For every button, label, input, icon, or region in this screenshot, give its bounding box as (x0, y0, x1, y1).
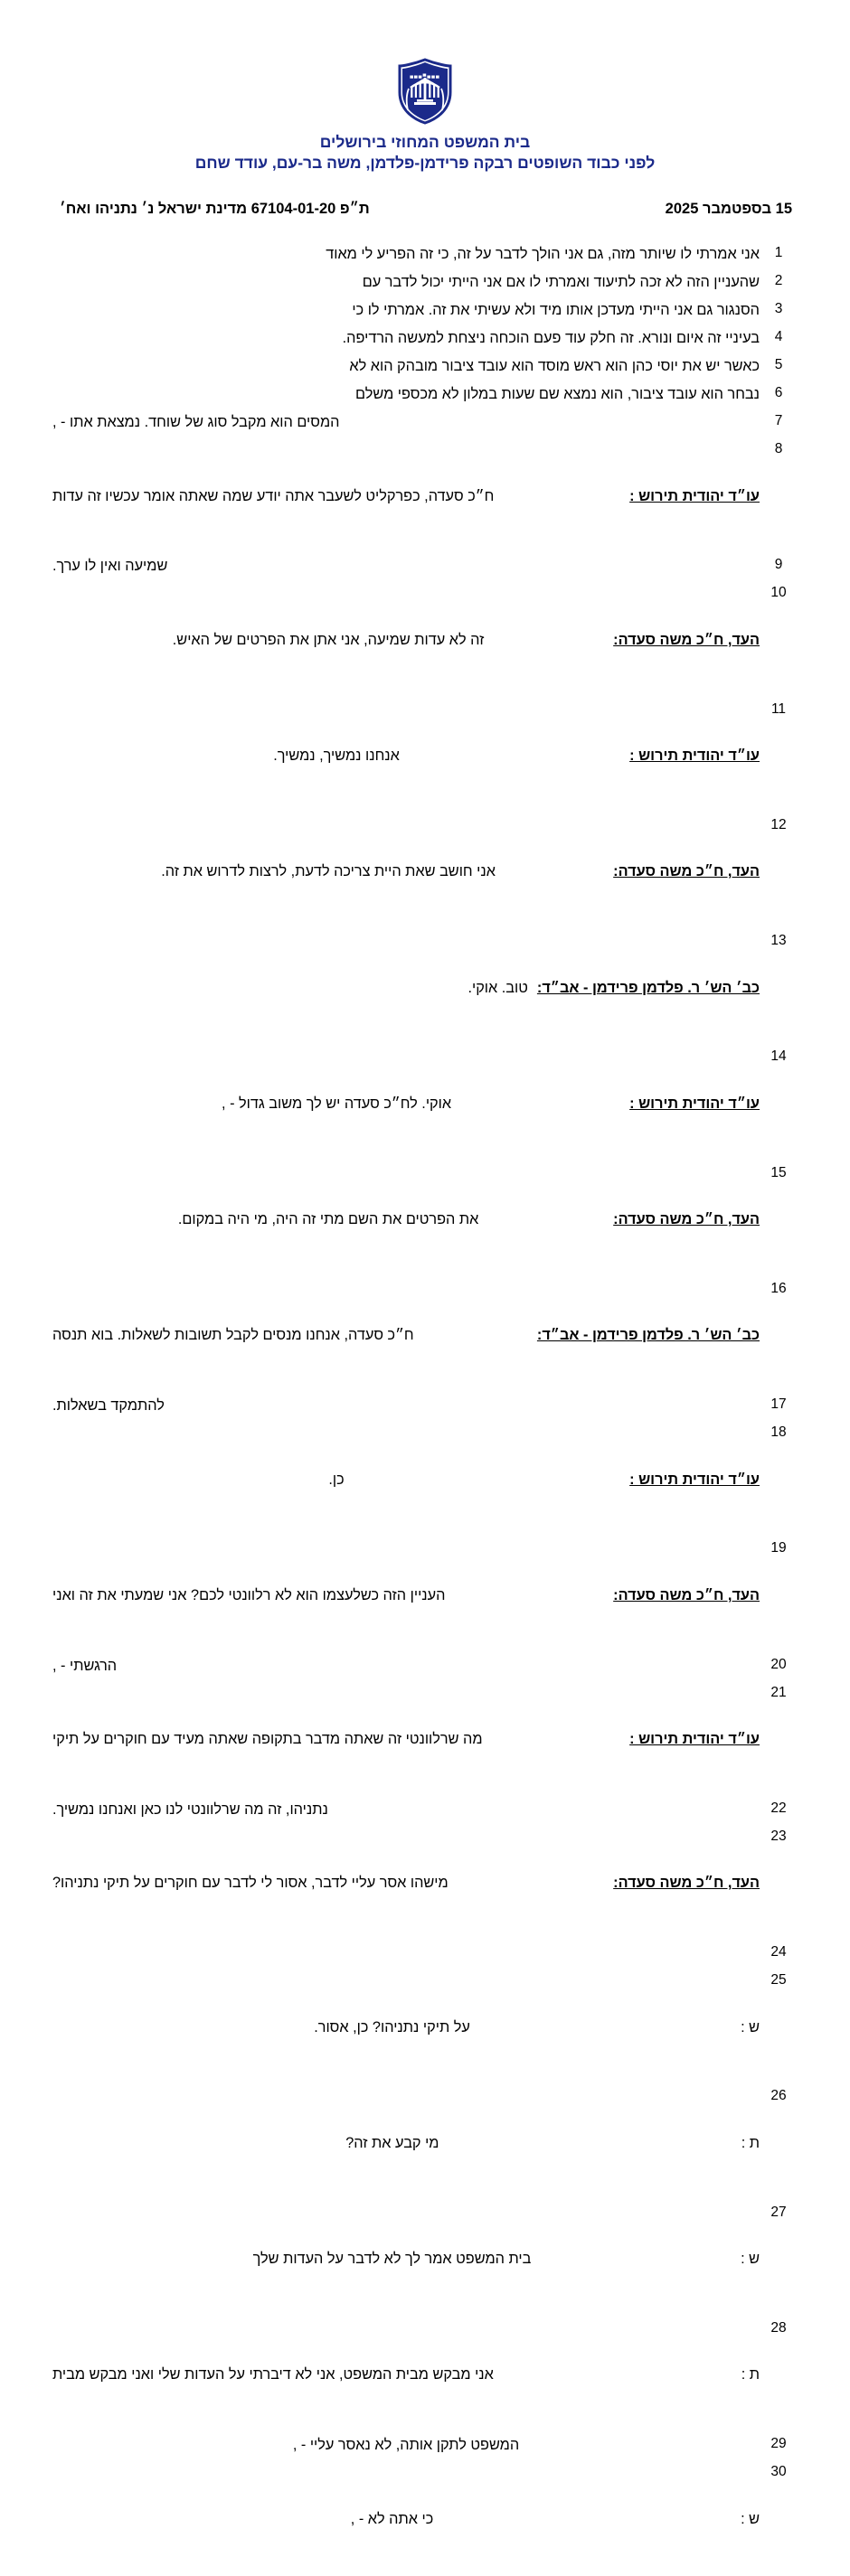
case-line (52, 201, 798, 218)
line-text: אני אמרתי לו שיותר מזה, גם אני הולך לדבר על זה, כי זה הפריע לי מאוד (326, 246, 760, 263)
line-text-value: טוב. אוקי. (468, 979, 528, 996)
line-text-value: מי קבע את זה? (345, 2134, 439, 2151)
line-number: 28 (770, 2319, 787, 2336)
line-text (52, 2317, 760, 2432)
line-number: 5 (774, 357, 783, 373)
line-text (52, 1537, 760, 1652)
speaker-label: העד, ח״כ משה סעדה: (613, 1586, 760, 1603)
line-text (52, 698, 760, 813)
line-text (52, 2460, 760, 2576)
transcript-line (52, 2084, 798, 2200)
line-text-value: מישהו אסר עליי לדבר, אסור לי לדבר עם חוקרים על תיקי נתניהו? (52, 1875, 449, 1892)
speaker-label: ש : (741, 2510, 760, 2527)
line-number: 20 (770, 1656, 787, 1672)
line-text: הסנגור גם אני הייתי מעדכן אותו מיד ולא עשיתי את זה. אמרתי לו כי (352, 302, 760, 319)
line-text (52, 1681, 760, 1797)
line-number: 21 (770, 1684, 787, 1700)
line-text (52, 437, 760, 553)
line-text: כאשר יש את יוסי כהן הוא ראש מוסד הוא עובד ציבור מובהק הוא לא (349, 358, 760, 375)
case-number: ת״פ 67104-01-20 מדינת ישראל נ׳ נתניהו ואח׳ (60, 201, 370, 218)
line-text (52, 2201, 760, 2317)
line-text-value: בית המשפט אמר לך לא לדבר על העדות שלך (252, 2251, 532, 2268)
line-text-value: העניין הזה כשלעצמו הוא לא רלוונטי לכם? אני שמעתי את זה ואני (52, 1586, 446, 1603)
line-text-value: ח״כ סעדה, כפרקליט לשעבר אתה יודע שמה שאתה אומר עכשיו זה עדות (52, 487, 495, 504)
line-text (52, 581, 760, 697)
line-text-value: כי אתה לא - , (350, 2510, 434, 2527)
line-text-value: על תיקי נתניהו? כן, אסור. (314, 2018, 470, 2035)
line-text-value: זה לא עדות שמיעה, אני אתן את הפרטים של האיש. (172, 631, 485, 648)
speaker-label: עו״ד יהודית תירוש : (629, 1471, 760, 1488)
speaker-label: העד, ח״כ משה סעדה: (613, 1875, 760, 1892)
line-text: שהעניין הזה לא זכה לתיעוד ואמרתי לו אם אני הייתי יכול לדבר עם (362, 274, 760, 291)
transcript-line (52, 437, 798, 553)
speaker-label: ש : (741, 2018, 760, 2035)
transcript-line (52, 1421, 798, 1537)
court-header (52, 132, 798, 174)
speaker-label: עו״ד יהודית תירוש : (629, 1731, 760, 1748)
line-text (52, 2084, 760, 2200)
line-text-value: ח״כ סעדה, אנחנו מנסים לקבל תשובות לשאלות. בוא תנסה (52, 1327, 414, 1344)
line-number: 19 (770, 1540, 787, 1556)
court-name: בית המשפט המחוזי בירושלים (319, 133, 531, 151)
line-text (52, 1161, 760, 1277)
speaker-label: ת : (741, 2134, 760, 2151)
line-text (52, 813, 760, 929)
transcript-line (52, 1393, 798, 1421)
transcript-line (52, 353, 798, 381)
transcript-line (52, 2460, 798, 2576)
speaker-label: העד, ח״כ משה סעדה: (613, 631, 760, 648)
transcript-line (52, 1537, 798, 1652)
line-number: 24 (770, 1944, 787, 1960)
line-number: 11 (770, 700, 787, 717)
line-number: 25 (770, 1972, 787, 1988)
speaker-label: כב׳ הש׳ ר. פלדמן פרידמן - אב״ד: (536, 979, 760, 996)
speaker-label: עו״ד יהודית תירוש : (629, 487, 760, 504)
line-number: 9 (774, 557, 783, 573)
israel-state-emblem-icon (397, 58, 453, 125)
speaker-label: ש : (741, 2251, 760, 2268)
transcript-line (52, 325, 798, 353)
transcript-line (52, 381, 798, 409)
line-text: נבחר הוא עובד ציבור, הוא נמצא שם שעות במלון לא מכספי משלם (355, 386, 760, 403)
line-number: 22 (770, 1800, 787, 1816)
line-text (52, 1421, 760, 1537)
line-number: 3 (774, 301, 783, 317)
line-text (52, 1969, 760, 2084)
line-text: נתניהו, זה מה שרלוונטי לנו כאן ואנחנו נמשיך. (52, 1800, 328, 1818)
transcript-line (52, 241, 798, 269)
transcript-line (52, 1277, 798, 1393)
line-number: 18 (770, 1424, 787, 1441)
line-text: הרגשתי - , (52, 1657, 118, 1674)
line-text: בעיניי זה איום ונורא. זה חלק עוד פעם הוכחה ניצחת למעשה הרדיפה. (342, 330, 760, 347)
transcript-line (52, 1969, 798, 2084)
line-number: 26 (770, 2088, 787, 2104)
line-text: שמיעה ואין לו ערך. (52, 558, 168, 575)
line-number: 16 (770, 1280, 787, 1296)
transcript-line (52, 1797, 798, 1825)
transcript-line (52, 581, 798, 697)
transcript-line (52, 1941, 798, 1969)
line-text-value: מה שרלוונטי זה שאתה מדבר בתקופה שאתה מעיד עם חוקרים על תיקי (52, 1731, 483, 1748)
line-number: 14 (770, 1048, 787, 1065)
line-number: 30 (770, 2464, 787, 2480)
line-number: 10 (770, 585, 787, 601)
transcript-line (52, 2432, 798, 2460)
hearing-date: 15 בספטמבר 2025 (665, 201, 792, 218)
speaker-label: עו״ד יהודית תירוש : (629, 747, 760, 765)
transcript-body (52, 241, 798, 2576)
line-number: 7 (774, 413, 783, 429)
line-text-value: אוקי. לח״כ סעדה יש לך משוב גדול - , (222, 1095, 452, 1112)
line-text-value: כן. (328, 1471, 345, 1488)
line-number: 27 (770, 2204, 787, 2220)
speaker-label: ת : (741, 2366, 760, 2383)
line-text: המסים הוא מקבל סוג של שוחד. נמצאת אתו - , (52, 414, 340, 431)
line-number: 2 (774, 273, 783, 289)
transcript-line (52, 1045, 798, 1161)
line-text (52, 1045, 760, 1161)
line-number: 23 (770, 1828, 787, 1844)
speaker-label: העד, ח״כ משה סעדה: (613, 1211, 760, 1228)
line-number: 8 (774, 441, 783, 457)
line-number: 4 (774, 329, 783, 345)
transcript-line (52, 2317, 798, 2432)
line-number: 15 (770, 1164, 787, 1180)
transcript-line (52, 1161, 798, 1277)
transcript-line (52, 2201, 798, 2317)
transcript-line (52, 269, 798, 297)
transcript-line (52, 698, 798, 813)
line-text (52, 929, 760, 1045)
speaker-label: כב׳ הש׳ ר. פלדמן פרידמן - אב״ד: (536, 1327, 760, 1344)
line-text-value: אנחנו נמשיך, נמשיך. (273, 747, 400, 765)
line-text-value: אני מבקש מבית המשפט, אני לא דיברתי על העדות שלי ואני מבקש מבית (52, 2366, 494, 2383)
line-number: 1 (774, 245, 783, 261)
line-text-value: את הפרטים את השם מתי זה היה, מי היה במקום. (177, 1211, 479, 1228)
line-number: 6 (774, 385, 783, 401)
line-text (52, 1825, 760, 1941)
transcript-line (52, 1653, 798, 1681)
transcript-line (52, 409, 798, 437)
judges-panel: לפני כבוד השופטים רבקה פרידמן-פלדמן, משה בר-עם, עודד שחם (194, 154, 656, 173)
transcript-line (52, 553, 798, 581)
line-number: 12 (770, 816, 787, 832)
emblem-container (52, 58, 798, 125)
line-number: 13 (770, 933, 787, 949)
transcript-line (52, 1825, 798, 1941)
line-number: 17 (770, 1396, 787, 1413)
transcript-line (52, 1681, 798, 1797)
transcript-line (52, 297, 798, 325)
speaker-label: עו״ד יהודית תירוש : (629, 1095, 760, 1112)
line-text (52, 1277, 760, 1393)
transcript-line (52, 813, 798, 929)
speaker-label: העד, ח״כ משה סעדה: (613, 863, 760, 880)
line-text: המשפט לתקן אותה, לא נאסר עליי - , (292, 2437, 520, 2454)
line-text: להתמקד בשאלות. (52, 1397, 165, 1415)
line-number: 29 (770, 2436, 787, 2452)
line-text-value: אני חושב שאת היית צריכה לדעת, לרצות לדרוש את זה. (161, 863, 496, 880)
transcript-line (52, 929, 798, 1045)
line-text (52, 1941, 760, 1962)
